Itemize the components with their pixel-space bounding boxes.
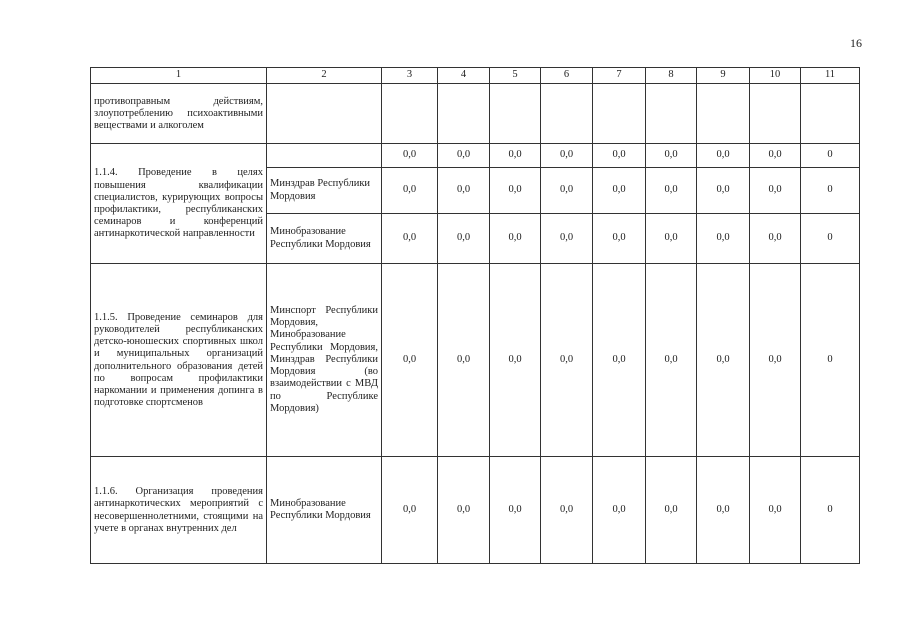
header-cell: 10	[750, 68, 801, 84]
value-cell: 0,0	[593, 144, 646, 168]
value-cell: 0	[801, 214, 860, 264]
header-cell: 8	[646, 68, 697, 84]
value-cell: 0,0	[697, 168, 750, 214]
value-cell: 0,0	[490, 144, 541, 168]
header-cell: 7	[593, 68, 646, 84]
executor-cell: Минспорт Республики Мордовия, Минобразование Республики Мордовия, Минздрав Республики Мордовия (во взаимодействии с МВД по Республике Мордовия)	[267, 264, 382, 457]
value-cell: 0,0	[490, 214, 541, 264]
row-description: 1.1.4. Проведение в целях повышения квалификации специалистов, курирующих вопросы профилактики, республиканских семинаров и конференций антинаркотической направленности	[91, 144, 267, 264]
value-cell: 0,0	[646, 264, 697, 457]
value-cell: 0,0	[697, 144, 750, 168]
header-cell: 6	[541, 68, 593, 84]
value-cell	[438, 84, 490, 144]
value-cell	[541, 84, 593, 144]
table-row	[91, 144, 860, 168]
value-cell: 0,0	[646, 144, 697, 168]
value-cell: 0,0	[438, 457, 490, 564]
value-cell	[490, 84, 541, 144]
value-cell: 0,0	[593, 214, 646, 264]
value-cell: 0,0	[438, 264, 490, 457]
executor-cell: Минобразование Республики Мордовия	[267, 214, 382, 264]
value-cell: 0,0	[438, 168, 490, 214]
header-cell: 3	[382, 68, 438, 84]
value-cell: 0,0	[382, 457, 438, 564]
value-cell	[646, 84, 697, 144]
budget-table	[90, 67, 860, 564]
value-cell: 0	[801, 144, 860, 168]
value-cell: 0	[801, 457, 860, 564]
header-cell: 1	[91, 68, 267, 84]
row-description: 1.1.6. Организация проведения антинаркотических мероприятий с несовершеннолетними, стоящими на учете в органах внутренних дел	[91, 457, 267, 564]
header-cell: 5	[490, 68, 541, 84]
value-cell	[750, 84, 801, 144]
value-cell: 0,0	[697, 264, 750, 457]
value-cell	[697, 84, 750, 144]
row-description: 1.1.5. Проведение семинаров для руководителей республиканских детско-юношеских спортивных школ и муниципальных организаций дополнительного образования детей по вопросам профилактики наркомании и применения допинга в подготовке спортсменов	[91, 264, 267, 457]
header-cell: 4	[438, 68, 490, 84]
value-cell: 0,0	[646, 168, 697, 214]
value-cell: 0	[801, 168, 860, 214]
value-cell: 0,0	[750, 144, 801, 168]
header-cell: 2	[267, 68, 382, 84]
header-cell: 11	[801, 68, 860, 84]
executor-cell: Минобразование Республики Мордовия	[267, 457, 382, 564]
value-cell	[593, 84, 646, 144]
value-cell: 0,0	[382, 168, 438, 214]
value-cell	[801, 84, 860, 144]
executor-cell	[267, 144, 382, 168]
value-cell: 0,0	[750, 457, 801, 564]
executor-cell: Минздрав Республики Мордовия	[267, 168, 382, 214]
value-cell: 0,0	[697, 214, 750, 264]
value-cell: 0,0	[750, 264, 801, 457]
value-cell: 0,0	[382, 214, 438, 264]
value-cell: 0,0	[438, 214, 490, 264]
value-cell: 0,0	[541, 264, 593, 457]
value-cell: 0,0	[646, 214, 697, 264]
value-cell: 0,0	[593, 168, 646, 214]
table-row	[91, 457, 860, 564]
value-cell: 0,0	[750, 168, 801, 214]
value-cell: 0,0	[438, 144, 490, 168]
value-cell	[382, 84, 438, 144]
header-cell: 9	[697, 68, 750, 84]
value-cell: 0,0	[382, 144, 438, 168]
value-cell: 0,0	[541, 214, 593, 264]
value-cell: 0,0	[593, 264, 646, 457]
table-header-row	[91, 68, 860, 84]
value-cell: 0,0	[490, 168, 541, 214]
table-row	[91, 264, 860, 457]
value-cell: 0,0	[382, 264, 438, 457]
row-description: противоправным действиям, злоупотреблению психоактивными веществами и алкоголем	[91, 84, 267, 144]
value-cell: 0,0	[541, 457, 593, 564]
value-cell: 0,0	[697, 457, 750, 564]
value-cell: 0,0	[541, 144, 593, 168]
value-cell: 0	[801, 264, 860, 457]
value-cell: 0,0	[750, 214, 801, 264]
table-row	[91, 84, 860, 144]
value-cell: 0,0	[490, 264, 541, 457]
page-number: 16	[850, 36, 862, 50]
value-cell: 0,0	[646, 457, 697, 564]
value-cell: 0,0	[541, 168, 593, 214]
executor-cell	[267, 84, 382, 144]
value-cell: 0,0	[593, 457, 646, 564]
value-cell: 0,0	[490, 457, 541, 564]
